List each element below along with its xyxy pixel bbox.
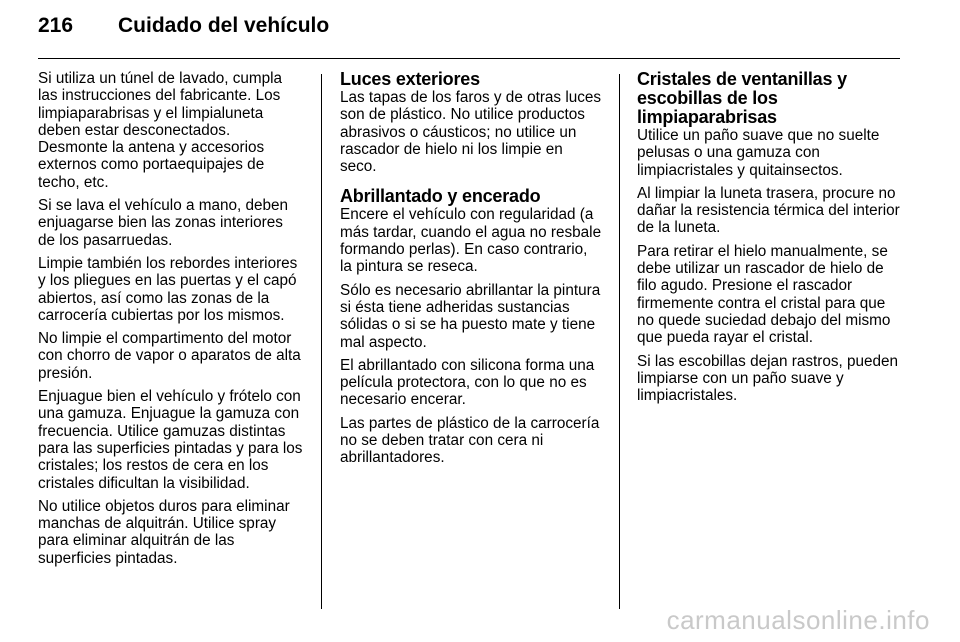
paragraph: El abrillantado con silicona forma una película protectora, con lo que no es necesario encerar. <box>340 356 595 409</box>
paragraph: Utilice un paño suave que no suelte pelusas o una gamuza con limpiacristales y quitainsectos. <box>637 127 880 179</box>
column-2 <box>340 70 603 473</box>
paragraph: No utilice objetos duros para eliminar manchas de alquitrán. Utilice spray para eliminar alquitrán de las superficies pintadas. <box>38 497 290 567</box>
page-title: Cuidado del vehículo <box>118 14 330 37</box>
section-heading-exterior-lights: Luces exteriores <box>340 69 480 89</box>
watermark: carmanualsonline.info <box>666 605 930 635</box>
page-header <box>38 14 329 44</box>
paragraph: Si se lava el vehículo a mano, deben enjuagarse bien las zonas interiores de los pasarruedas. <box>38 197 289 249</box>
paragraph: Si las escobillas dejan rastros, pueden limpiarse con un paño suave y limpiacristales. <box>637 352 899 405</box>
section-heading-polishing-waxing: Abrillantado y encerado <box>340 186 541 207</box>
page-number: 216 <box>38 14 74 37</box>
paragraph: Enjuague bien el vehículo y frótelo con una gamuza. Enjuague la gamuza con frecuencia. Utilice gamuzas distintas para las superficies pintadas y para los cristales; los restos de cera en los cristales dificultan la visibilidad. <box>38 388 303 492</box>
paragraph: Si utiliza un túnel de lavado, cumpla las instrucciones del fabricante. Los limpiaparabrisas y el limpialuneta deben estar desconectados. Desmonte la antena y accesorios externos como portaequipajes de techo, etc. <box>38 70 283 191</box>
column-1 <box>38 70 304 573</box>
paragraph: Encere el vehículo con regularidad (a más tardar, cuando el agua no resbale formando perlas). En caso contrario, la pintura se reseca. <box>340 206 602 276</box>
column-divider <box>321 74 322 609</box>
paragraph: Para retirar el hielo manualmente, se debe utilizar un rascador de hielo de filo agudo. Presione el rascador firmemente contra el cristal para que no quede suciedad debajo del mismo que pueda rayar el cristal. <box>637 242 891 347</box>
paragraph: Al limpiar la luneta trasera, procure no dañar la resistencia térmica del interior de la luneta. <box>637 184 900 237</box>
section-heading-windows-wipers: Cristales de ventanillas y escobillas de los limpiaparabrisas <box>637 69 847 127</box>
paragraph: Sólo es necesario abrillantar la pintura si ésta tiene adheridas sustancias sólidas o si se ha puesto mate y tiene mal aspecto. <box>340 281 601 351</box>
header-rule <box>38 58 900 59</box>
column-3 <box>637 70 903 410</box>
column-divider <box>619 74 620 609</box>
paragraph: Las tapas de los faros y de otras luces son de plástico. No utilice productos abrasivos o cáusticos; no utilice un rascador de hielo ni los limpie en seco. <box>340 89 602 176</box>
paragraph: No limpie el compartimento del motor con chorro de vapor o aparatos de alta presión. <box>38 330 301 382</box>
paragraph: Las partes de plástico de la carrocería no se deben tratar con cera ni abrillantadores. <box>340 414 600 467</box>
paragraph: Limpie también los rebordes interiores y los pliegues en las puertas y el capó abiertos, así como las zonas de la carrocería cubiertas por los mismos. <box>38 254 298 324</box>
